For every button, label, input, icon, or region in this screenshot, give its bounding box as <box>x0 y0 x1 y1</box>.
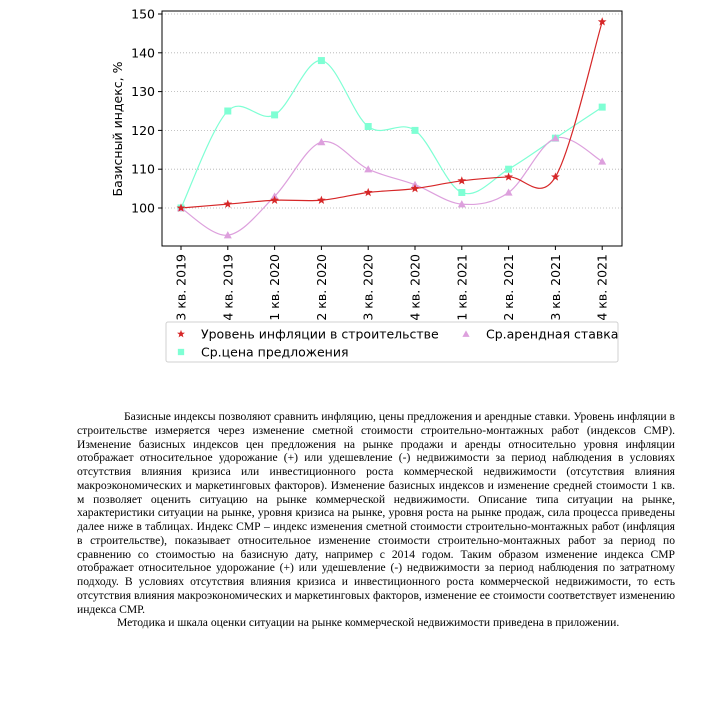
x-tick-label-6: 1 кв. 2021 <box>454 254 470 321</box>
series-line-1 <box>181 137 602 235</box>
x-tick-label-5: 4 кв. 2020 <box>407 254 423 321</box>
x-axis-ticks <box>174 246 610 321</box>
y-axis-label: Базисный индекс, % <box>110 61 125 197</box>
x-tick-label-3: 2 кв. 2020 <box>313 254 329 321</box>
body-text <box>77 410 675 630</box>
series-2-point-6 <box>458 189 465 196</box>
series-1-point-4 <box>364 165 372 172</box>
legend-label-1: Ср.арендная ставка <box>486 326 619 342</box>
series-0-point-3 <box>317 196 326 204</box>
x-tick-label-8: 3 кв. 2021 <box>547 254 563 321</box>
series-0-point-6 <box>457 176 466 184</box>
y-axis-ticks <box>131 7 162 216</box>
series-line-0 <box>181 22 602 208</box>
series-0-point-7 <box>504 172 513 180</box>
series-2-point-9 <box>599 104 606 111</box>
series-2-point-2 <box>271 111 278 118</box>
paragraph-2: Методика и шкала оценки ситуации на рынке коммерческой недвижимости приведена в приложении. <box>117 616 620 630</box>
legend-label-2: Ср.цена предложения <box>201 344 349 360</box>
series-0-point-4 <box>364 188 373 196</box>
series-2-point-5 <box>412 127 419 134</box>
legend-label-0: Уровень инфляции в строительстве <box>201 326 439 342</box>
series-1-point-9 <box>598 157 606 164</box>
series-lines <box>181 22 602 236</box>
y-tick-label-150: 150 <box>131 6 155 22</box>
y-tick-label-110: 110 <box>131 161 155 177</box>
series-2-point-4 <box>365 123 372 130</box>
x-tick-label-2: 1 кв. 2020 <box>267 254 283 321</box>
y-tick-label-140: 140 <box>131 45 155 61</box>
paragraph-1: Базисные индексы позволяют сравнить инфляцию, цены предложения и арендные ставки. Уровень инфляции в строительстве измеряется через изменение сметной стоимости строительно-монтажных работ (индексов СМР). Изменение базисных индексов цен предложения на рынке продажи и аренды относительно уровня инфляции отображает относительное удорожание (+) или удешевление (-) недвижимости за период наблюдения в условиях отсутствия влияния кризиса или инвестиционного роста коммерческой недвижимости (отсутствия влияния макроэкономических и маркетинговых факторов). Изменение базисных индексов и изменение средней стоимости 1 кв. м позволяет оценить ситуацию на рынке коммерческой недвижимости. Описание типа ситуации на рынке, характеристики ситуации на рынке, уровня кризиса на рынке, уровня роста на рынке продаж, сила процесса приведены далее ниже в таблицах. Индекс СМР – индекс изменения сметной стоимости строительно-монтажных работ (инфляция в строительстве), показывает относительное изменение стоимости строительно-монтажных работ за период по сравнению со стоимостью на базисную дату, например с 2014 годом. Таким образом изменение индекса СМР отображает относительное удорожание (+) или удешевление (-) недвижимости за период наблюдения по затратному подходу. В условиях отсутствия влияния кризиса и инвестиционного роста коммерческой недвижимости, то есть отсутствия влияния макроэкономических и маркетинговых факторов, изменение ее стоимости соответствует изменению индекса СМР. <box>77 410 675 616</box>
series-0-point-5 <box>411 184 420 192</box>
series-0-point-8 <box>551 172 560 180</box>
series-0-point-1 <box>223 200 232 208</box>
x-tick-label-9: 4 кв. 2021 <box>594 254 610 321</box>
series-2-point-7 <box>505 166 512 173</box>
legend <box>166 322 618 362</box>
series-0-point-9 <box>598 17 607 25</box>
series-markers <box>177 17 607 238</box>
series-0-point-2 <box>270 196 279 204</box>
y-tick-label-120: 120 <box>131 122 155 138</box>
y-tick-label-100: 100 <box>131 200 155 216</box>
x-tick-label-4: 3 кв. 2020 <box>360 254 376 321</box>
series-2-point-3 <box>318 57 325 64</box>
series-2-point-1 <box>224 108 231 115</box>
x-tick-label-7: 2 кв. 2021 <box>501 254 517 321</box>
y-tick-label-130: 130 <box>131 84 155 100</box>
legend-marker-2 <box>178 349 184 355</box>
x-tick-label-1: 4 кв. 2019 <box>220 253 236 321</box>
series-line-2 <box>181 61 602 208</box>
x-tick-label-0: 3 кв. 2019 <box>173 254 189 321</box>
